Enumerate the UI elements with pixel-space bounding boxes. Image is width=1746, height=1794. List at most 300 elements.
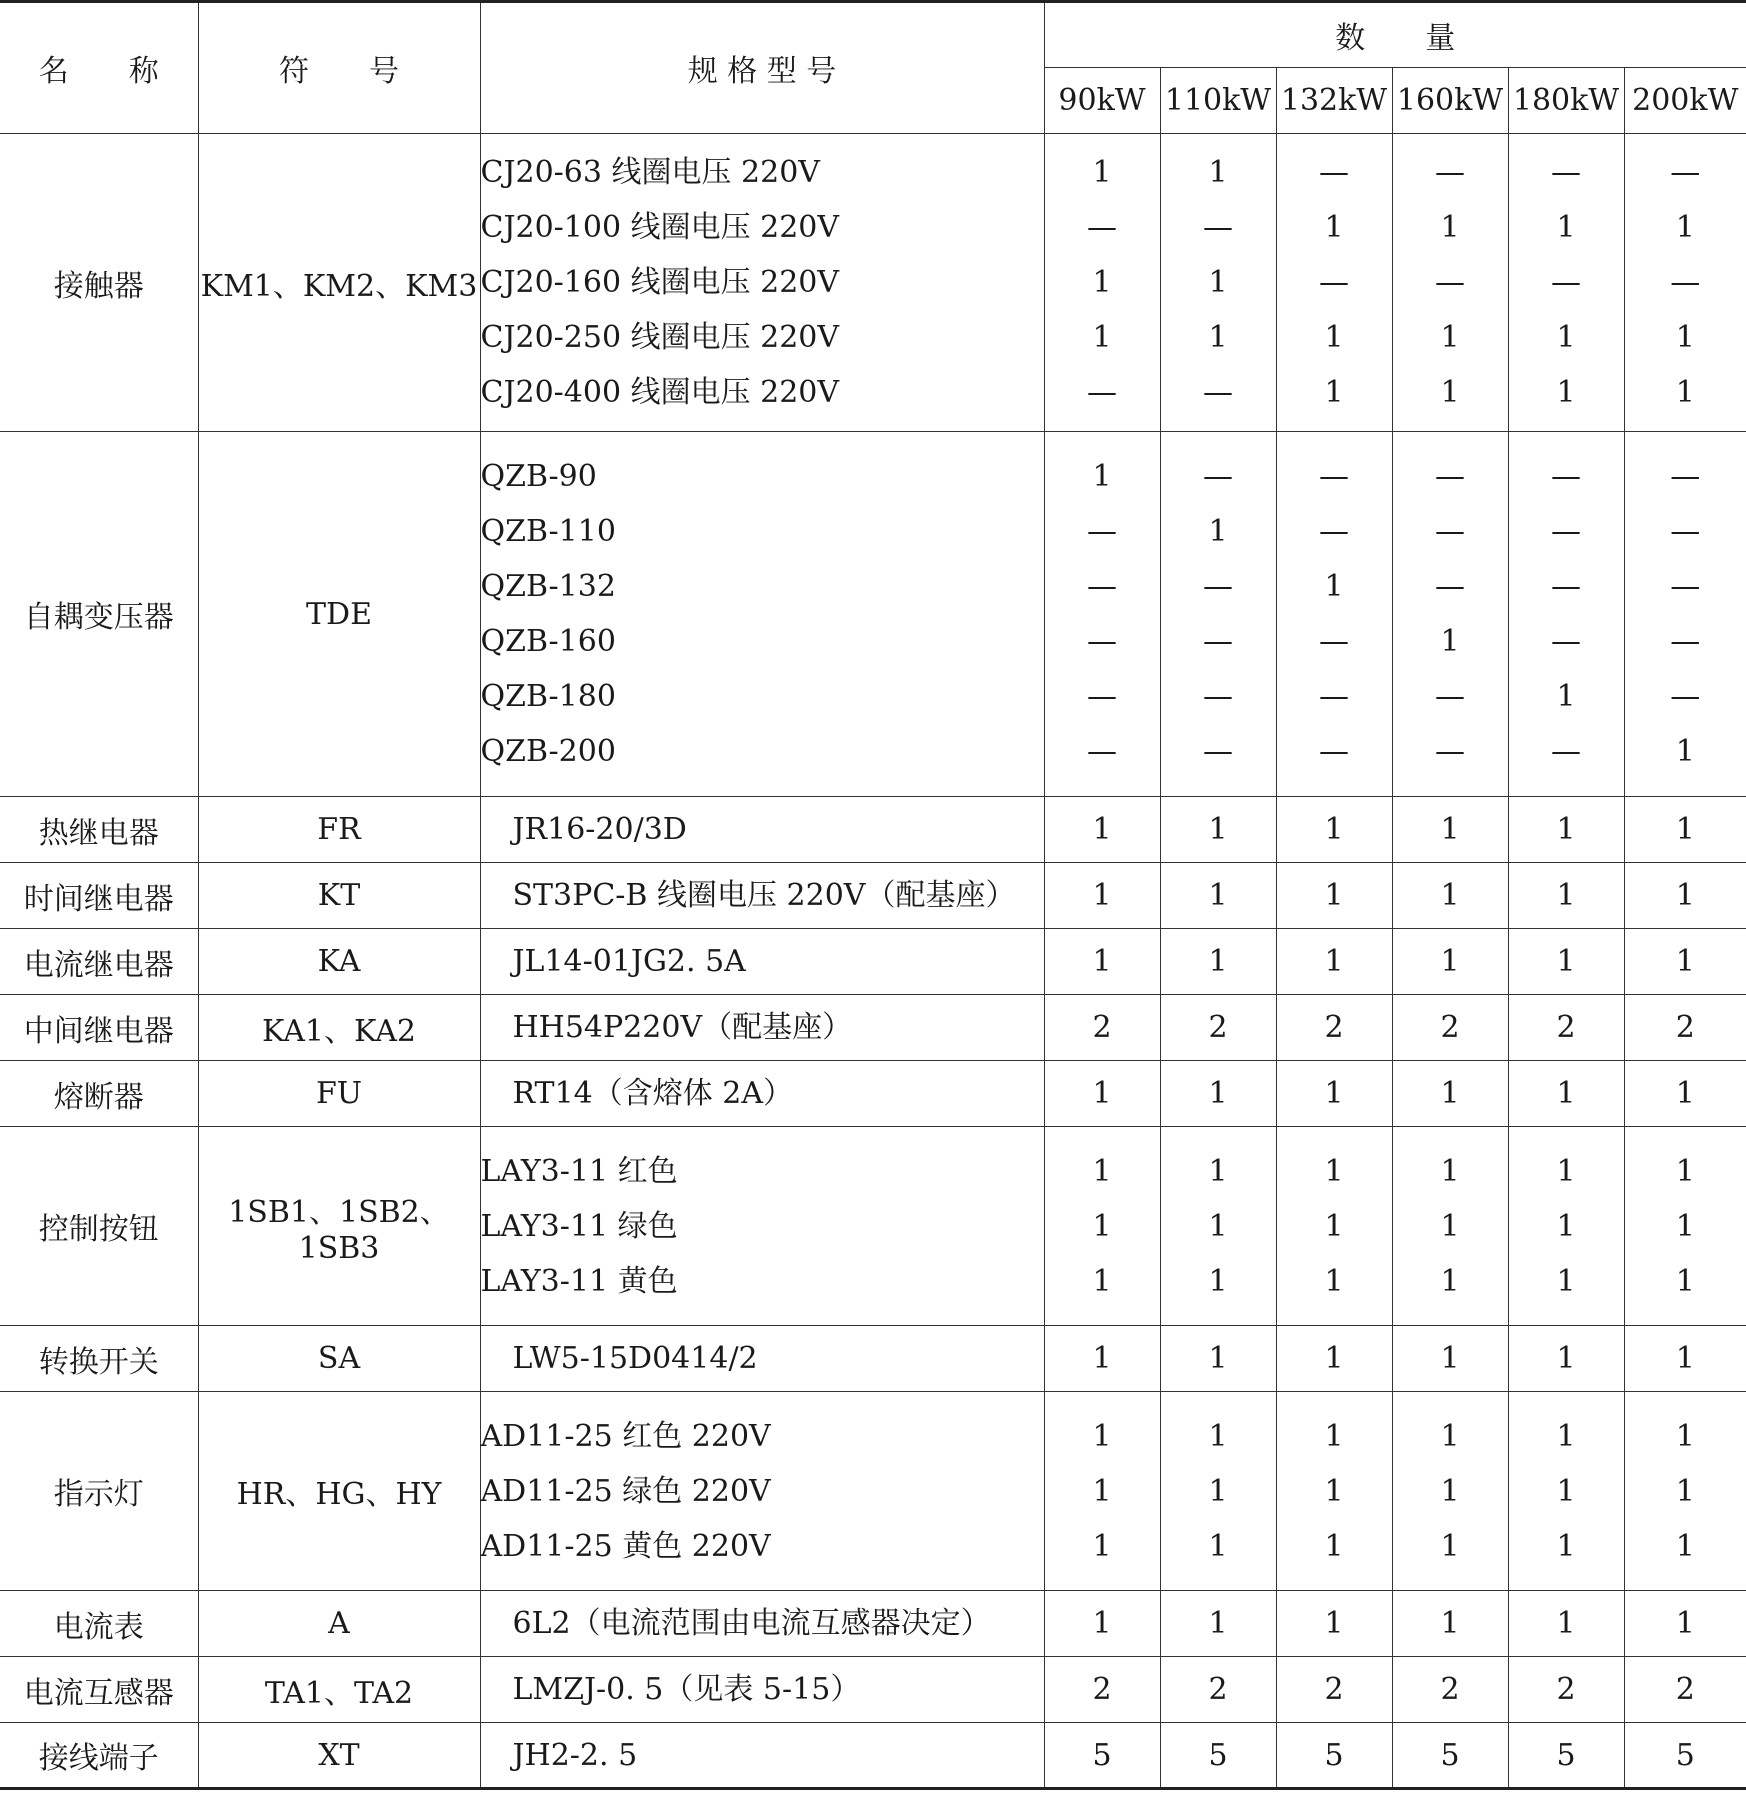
- quantity-value: 2: [1208, 1010, 1228, 1045]
- quantity-value: 1: [1208, 1473, 1228, 1509]
- quantity-cell: [1160, 797, 1276, 863]
- quantity-value: —: [1087, 624, 1117, 659]
- quantity-value: 1: [1675, 1473, 1695, 1509]
- quantity-value: 1: [1208, 1528, 1228, 1564]
- header-name: 名 称: [0, 2, 198, 134]
- component-name: 接线端子: [0, 1723, 198, 1789]
- header-power: 200kW: [1624, 68, 1746, 134]
- quantity-value: 1: [1675, 320, 1695, 355]
- quantity-value: 1: [1324, 1208, 1344, 1244]
- component-name: 指示灯: [0, 1392, 198, 1591]
- quantity-value: 1: [1208, 878, 1228, 913]
- quantity-value: 1: [1324, 210, 1344, 245]
- quantity-value: 1: [1440, 1473, 1460, 1509]
- quantity-value: 1: [1556, 210, 1576, 245]
- spec-line: JR16-20/3D: [512, 812, 687, 847]
- quantity-value: —: [1319, 734, 1349, 769]
- quantity-value: 1: [1092, 320, 1112, 355]
- quantity-value: 1: [1324, 569, 1344, 604]
- quantity-cell: [1160, 1392, 1276, 1591]
- spec-line: RT14（含熔体 2A）: [512, 1076, 794, 1111]
- quantity-cell: [1508, 1127, 1624, 1326]
- quantity-value: 1: [1092, 155, 1112, 190]
- quantity-value: —: [1551, 265, 1581, 300]
- quantity-value: 1: [1208, 1263, 1228, 1299]
- quantity-value: —: [1087, 375, 1117, 410]
- quantity-value: 1: [1440, 320, 1460, 355]
- quantity-value: —: [1435, 514, 1465, 549]
- quantity-value: 1: [1208, 944, 1228, 979]
- quantity-value: 1: [1092, 878, 1112, 913]
- spec-line: CJ20-250 线圈电压 220V: [480, 320, 840, 355]
- quantity-cell: [1044, 432, 1160, 797]
- quantity-value: —: [1203, 210, 1233, 245]
- quantity-value: 1: [1324, 1341, 1344, 1376]
- quantity-value: 1: [1675, 375, 1695, 410]
- quantity-value: 5: [1324, 1737, 1344, 1773]
- quantity-cell: [1392, 929, 1508, 995]
- quantity-value: —: [1087, 734, 1117, 769]
- quantity-cell: [1044, 1591, 1160, 1657]
- quantity-cell: [1160, 432, 1276, 797]
- quantity-value: —: [1551, 514, 1581, 549]
- quantity-value: 1: [1092, 1528, 1112, 1564]
- quantity-value: 2: [1208, 1672, 1228, 1707]
- spec-line: HH54P220V（配基座）: [512, 1010, 853, 1045]
- quantity-cell: [1044, 1657, 1160, 1723]
- quantity-cell: [1160, 1326, 1276, 1392]
- spec-line: QZB-90: [480, 459, 597, 494]
- quantity-value: 1: [1208, 1606, 1228, 1641]
- quantity-value: 1: [1092, 812, 1112, 847]
- component-symbol: SA: [198, 1326, 480, 1392]
- quantity-value: 2: [1092, 1010, 1112, 1045]
- component-name: 电流继电器: [0, 929, 198, 995]
- quantity-value: 1: [1556, 1473, 1576, 1509]
- quantity-value: 1: [1675, 878, 1695, 913]
- spec-cell: [480, 1591, 1044, 1657]
- quantity-cell: [1508, 1657, 1624, 1723]
- quantity-value: 1: [1556, 320, 1576, 355]
- quantity-value: 1: [1324, 320, 1344, 355]
- quantity-cell: [1044, 995, 1160, 1061]
- spec-cell: [480, 1127, 1044, 1326]
- quantity-value: 1: [1675, 1153, 1695, 1189]
- component-name: 熔断器: [0, 1061, 198, 1127]
- spec-line: LAY3-11 绿色: [480, 1208, 678, 1244]
- quantity-value: 5: [1092, 1737, 1112, 1773]
- quantity-cell: [1160, 134, 1276, 432]
- quantity-value: 1: [1440, 375, 1460, 410]
- spec-cell: [480, 1061, 1044, 1127]
- quantity-cell: [1624, 1392, 1746, 1591]
- quantity-value: 1: [1092, 1076, 1112, 1111]
- spec-line: AD11-25 红色 220V: [480, 1418, 771, 1454]
- quantity-value: —: [1435, 679, 1465, 714]
- component-name: 自耦变压器: [0, 432, 198, 797]
- spec-cell: [480, 1326, 1044, 1392]
- spec-line: LAY3-11 红色: [480, 1153, 678, 1189]
- header-spec: 规 格 型 号: [480, 2, 1044, 134]
- quantity-value: 1: [1440, 878, 1460, 913]
- quantity-value: 1: [1675, 1341, 1695, 1376]
- quantity-value: 1: [1208, 1208, 1228, 1244]
- spec-line: QZB-110: [480, 514, 616, 549]
- quantity-value: 2: [1556, 1010, 1576, 1045]
- quantity-cell: [1392, 1326, 1508, 1392]
- quantity-cell: [1624, 1723, 1746, 1789]
- quantity-value: 1: [1092, 1473, 1112, 1509]
- quantity-value: 1: [1208, 155, 1228, 190]
- quantity-value: —: [1087, 679, 1117, 714]
- spec-line: CJ20-63 线圈电压 220V: [480, 155, 820, 190]
- component-name: 时间继电器: [0, 863, 198, 929]
- quantity-value: —: [1203, 734, 1233, 769]
- quantity-cell: [1508, 432, 1624, 797]
- quantity-value: —: [1670, 514, 1701, 549]
- spec-line: CJ20-160 线圈电压 220V: [480, 265, 840, 300]
- quantity-value: 1: [1208, 265, 1228, 300]
- quantity-cell: [1624, 134, 1746, 432]
- quantity-value: 1: [1324, 1263, 1344, 1299]
- quantity-cell: [1276, 1061, 1392, 1127]
- component-symbol: TA1、TA2: [198, 1657, 480, 1723]
- quantity-value: —: [1435, 459, 1465, 494]
- quantity-cell: [1624, 432, 1746, 797]
- quantity-value: —: [1551, 459, 1581, 494]
- component-symbol: TDE: [198, 432, 480, 797]
- quantity-value: 5: [1208, 1737, 1228, 1773]
- quantity-cell: [1508, 1723, 1624, 1789]
- spec-line: 6L2（电流范围由电流互感器决定）: [512, 1606, 991, 1641]
- table-row: [0, 863, 1746, 929]
- quantity-value: 5: [1440, 1737, 1460, 1773]
- quantity-cell: [1392, 134, 1508, 432]
- component-name: 转换开关: [0, 1326, 198, 1392]
- quantity-value: —: [1551, 569, 1581, 604]
- quantity-value: —: [1319, 459, 1349, 494]
- quantity-value: 2: [1675, 1010, 1695, 1045]
- quantity-cell: [1044, 1723, 1160, 1789]
- quantity-value: 1: [1675, 1076, 1695, 1111]
- quantity-value: —: [1670, 155, 1701, 190]
- quantity-cell: [1508, 1061, 1624, 1127]
- spec-cell: [480, 1392, 1044, 1591]
- quantity-value: 1: [1092, 1418, 1112, 1454]
- quantity-value: 5: [1675, 1737, 1695, 1773]
- quantity-cell: [1160, 1591, 1276, 1657]
- spec-line: JL14-01JG2. 5A: [512, 944, 746, 979]
- spec-line: QZB-160: [480, 624, 616, 659]
- quantity-value: 1: [1440, 1341, 1460, 1376]
- table-body: [0, 134, 1746, 1789]
- quantity-value: —: [1087, 569, 1117, 604]
- quantity-value: 1: [1556, 1341, 1576, 1376]
- quantity-value: —: [1670, 265, 1701, 300]
- quantity-cell: [1392, 1392, 1508, 1591]
- component-symbol: XT: [198, 1723, 480, 1789]
- quantity-value: —: [1551, 155, 1581, 190]
- quantity-value: 1: [1208, 514, 1228, 549]
- quantity-value: 1: [1208, 320, 1228, 355]
- table-row: [0, 1591, 1746, 1657]
- quantity-cell: [1276, 1723, 1392, 1789]
- table-row: [0, 432, 1746, 797]
- component-symbol: FR: [198, 797, 480, 863]
- quantity-value: 1: [1556, 1606, 1576, 1641]
- table-row: [0, 1392, 1746, 1591]
- quantity-value: 5: [1556, 1737, 1576, 1773]
- quantity-cell: [1276, 432, 1392, 797]
- quantity-value: 1: [1440, 210, 1460, 245]
- quantity-value: 1: [1440, 1606, 1460, 1641]
- quantity-value: —: [1319, 514, 1349, 549]
- quantity-cell: [1160, 1657, 1276, 1723]
- quantity-cell: [1276, 929, 1392, 995]
- quantity-cell: [1392, 797, 1508, 863]
- quantity-cell: [1624, 863, 1746, 929]
- quantity-value: 2: [1324, 1010, 1344, 1045]
- quantity-value: —: [1087, 210, 1117, 245]
- component-symbol: FU: [198, 1061, 480, 1127]
- table-row: [0, 1723, 1746, 1789]
- quantity-cell: [1508, 929, 1624, 995]
- quantity-value: 1: [1208, 1418, 1228, 1454]
- component-name: 电流互感器: [0, 1657, 198, 1723]
- spec-line: AD11-25 绿色 220V: [480, 1473, 771, 1509]
- quantity-cell: [1160, 929, 1276, 995]
- quantity-value: 1: [1440, 812, 1460, 847]
- quantity-value: 1: [1324, 1473, 1344, 1509]
- quantity-value: —: [1670, 569, 1701, 604]
- quantity-value: 1: [1324, 1418, 1344, 1454]
- table-row: [0, 797, 1746, 863]
- header-power: 180kW: [1508, 68, 1624, 134]
- quantity-value: 1: [1556, 944, 1576, 979]
- quantity-cell: [1160, 1061, 1276, 1127]
- quantity-cell: [1044, 1127, 1160, 1326]
- quantity-cell: [1044, 1061, 1160, 1127]
- quantity-value: 1: [1556, 812, 1576, 847]
- spec-cell: [480, 863, 1044, 929]
- quantity-value: 1: [1440, 1418, 1460, 1454]
- quantity-cell: [1624, 1657, 1746, 1723]
- spec-line: QZB-180: [480, 679, 616, 714]
- quantity-value: 1: [1324, 1606, 1344, 1641]
- quantity-cell: [1044, 1392, 1160, 1591]
- quantity-value: 1: [1675, 812, 1695, 847]
- quantity-value: 1: [1324, 944, 1344, 979]
- quantity-value: 1: [1675, 1263, 1695, 1299]
- quantity-value: 1: [1324, 812, 1344, 847]
- quantity-cell: [1276, 1392, 1392, 1591]
- table-row: [0, 1657, 1746, 1723]
- spec-line: QZB-200: [480, 734, 616, 769]
- quantity-value: 1: [1324, 1153, 1344, 1189]
- table-row: [0, 1326, 1746, 1392]
- component-symbol: HR、HG、HY: [198, 1392, 480, 1591]
- quantity-value: —: [1319, 265, 1349, 300]
- quantity-value: —: [1551, 624, 1581, 659]
- spec-cell: [480, 995, 1044, 1061]
- quantity-cell: [1508, 863, 1624, 929]
- header-power: 132kW: [1276, 68, 1392, 134]
- quantity-value: 1: [1092, 459, 1112, 494]
- spec-line: CJ20-100 线圈电压 220V: [480, 210, 840, 245]
- quantity-value: 1: [1324, 375, 1344, 410]
- spec-cell: [480, 134, 1044, 432]
- quantity-value: 1: [1675, 210, 1695, 245]
- component-name: 接触器: [0, 134, 198, 432]
- quantity-value: 1: [1440, 1528, 1460, 1564]
- quantity-cell: [1508, 134, 1624, 432]
- quantity-value: 1: [1092, 944, 1112, 979]
- quantity-value: 1: [1092, 265, 1112, 300]
- quantity-cell: [1392, 432, 1508, 797]
- quantity-cell: [1624, 929, 1746, 995]
- quantity-cell: [1276, 1127, 1392, 1326]
- component-name: 控制按钮: [0, 1127, 198, 1326]
- quantity-value: 1: [1324, 1076, 1344, 1111]
- quantity-value: —: [1435, 734, 1465, 769]
- spec-cell: [480, 432, 1044, 797]
- quantity-value: —: [1319, 155, 1349, 190]
- quantity-cell: [1392, 1657, 1508, 1723]
- quantity-cell: [1276, 134, 1392, 432]
- component-name: 电流表: [0, 1591, 198, 1657]
- quantity-value: 1: [1092, 1153, 1112, 1189]
- quantity-value: —: [1435, 569, 1465, 604]
- quantity-value: 1: [1440, 624, 1460, 659]
- quantity-cell: [1624, 1061, 1746, 1127]
- spec-cell: [480, 1723, 1044, 1789]
- quantity-cell: [1160, 1127, 1276, 1326]
- quantity-value: 1: [1556, 878, 1576, 913]
- quantity-cell: [1392, 1591, 1508, 1657]
- quantity-cell: [1044, 929, 1160, 995]
- quantity-value: 1: [1092, 1263, 1112, 1299]
- quantity-cell: [1276, 1326, 1392, 1392]
- table-row: [0, 1127, 1746, 1326]
- quantity-value: 1: [1675, 1418, 1695, 1454]
- quantity-value: 2: [1556, 1672, 1576, 1707]
- quantity-cell: [1624, 995, 1746, 1061]
- quantity-cell: [1392, 1127, 1508, 1326]
- quantity-value: 1: [1556, 1263, 1576, 1299]
- spec-cell: [480, 797, 1044, 863]
- quantity-cell: [1160, 1723, 1276, 1789]
- quantity-value: 1: [1556, 1528, 1576, 1564]
- quantity-value: 1: [1556, 679, 1576, 714]
- quantity-cell: [1160, 863, 1276, 929]
- quantity-value: —: [1087, 514, 1117, 549]
- quantity-value: —: [1203, 569, 1233, 604]
- quantity-cell: [1276, 995, 1392, 1061]
- quantity-value: 1: [1208, 1341, 1228, 1376]
- quantity-value: 1: [1675, 734, 1695, 769]
- quantity-cell: [1624, 797, 1746, 863]
- quantity-value: 1: [1675, 1606, 1695, 1641]
- header-quantity: 数 量: [1044, 2, 1746, 68]
- quantity-value: 1: [1556, 1076, 1576, 1111]
- spec-line: ST3PC-B 线圈电压 220V（配基座）: [512, 878, 1016, 913]
- quantity-value: 2: [1440, 1010, 1460, 1045]
- quantity-cell: [1392, 1723, 1508, 1789]
- spec-cell: [480, 929, 1044, 995]
- component-symbol: KT: [198, 863, 480, 929]
- quantity-cell: [1276, 797, 1392, 863]
- quantity-cell: [1392, 995, 1508, 1061]
- quantity-value: 1: [1675, 944, 1695, 979]
- quantity-value: 1: [1440, 1263, 1460, 1299]
- quantity-cell: [1508, 1326, 1624, 1392]
- quantity-value: 2: [1440, 1672, 1460, 1707]
- quantity-cell: [1044, 134, 1160, 432]
- table-row: [0, 995, 1746, 1061]
- quantity-value: 1: [1675, 1208, 1695, 1244]
- component-symbol: A: [198, 1591, 480, 1657]
- quantity-value: —: [1670, 624, 1701, 659]
- quantity-cell: [1276, 1657, 1392, 1723]
- quantity-cell: [1160, 995, 1276, 1061]
- quantity-value: 1: [1324, 878, 1344, 913]
- spec-line: JH2-2. 5: [512, 1737, 638, 1773]
- quantity-value: —: [1203, 679, 1233, 714]
- component-symbol: KA1、KA2: [198, 995, 480, 1061]
- quantity-value: —: [1319, 679, 1349, 714]
- header-power: 110kW: [1160, 68, 1276, 134]
- quantity-value: —: [1319, 624, 1349, 659]
- quantity-value: 1: [1556, 1208, 1576, 1244]
- quantity-value: 1: [1208, 812, 1228, 847]
- quantity-value: 2: [1324, 1672, 1344, 1707]
- header-power: 160kW: [1392, 68, 1508, 134]
- quantity-cell: [1392, 863, 1508, 929]
- spec-line: CJ20-400 线圈电压 220V: [480, 375, 840, 410]
- component-name: 中间继电器: [0, 995, 198, 1061]
- quantity-value: 1: [1440, 944, 1460, 979]
- spec-line: QZB-132: [480, 569, 616, 604]
- quantity-value: —: [1435, 155, 1465, 190]
- quantity-value: 1: [1324, 1528, 1344, 1564]
- quantity-value: 1: [1440, 1208, 1460, 1244]
- quantity-cell: [1508, 797, 1624, 863]
- quantity-cell: [1508, 1591, 1624, 1657]
- quantity-cell: [1044, 1326, 1160, 1392]
- quantity-cell: [1624, 1326, 1746, 1392]
- quantity-value: 1: [1556, 1153, 1576, 1189]
- quantity-value: 1: [1092, 1341, 1112, 1376]
- quantity-value: —: [1435, 265, 1465, 300]
- quantity-cell: [1624, 1591, 1746, 1657]
- quantity-value: —: [1670, 459, 1701, 494]
- spec-line: LW5-15D0414/2: [512, 1341, 758, 1376]
- table-row: [0, 134, 1746, 432]
- table-row: [0, 1061, 1746, 1127]
- quantity-value: —: [1203, 375, 1233, 410]
- quantity-cell: [1508, 995, 1624, 1061]
- spec-cell: [480, 1657, 1044, 1723]
- quantity-value: —: [1551, 734, 1581, 769]
- quantity-value: 1: [1440, 1076, 1460, 1111]
- quantity-value: 1: [1092, 1208, 1112, 1244]
- quantity-value: 1: [1208, 1076, 1228, 1111]
- quantity-value: 1: [1092, 1606, 1112, 1641]
- component-symbol: 1SB1、1SB2、1SB3: [198, 1127, 480, 1326]
- quantity-value: 2: [1675, 1672, 1695, 1707]
- quantity-cell: [1508, 1392, 1624, 1591]
- quantity-cell: [1276, 1591, 1392, 1657]
